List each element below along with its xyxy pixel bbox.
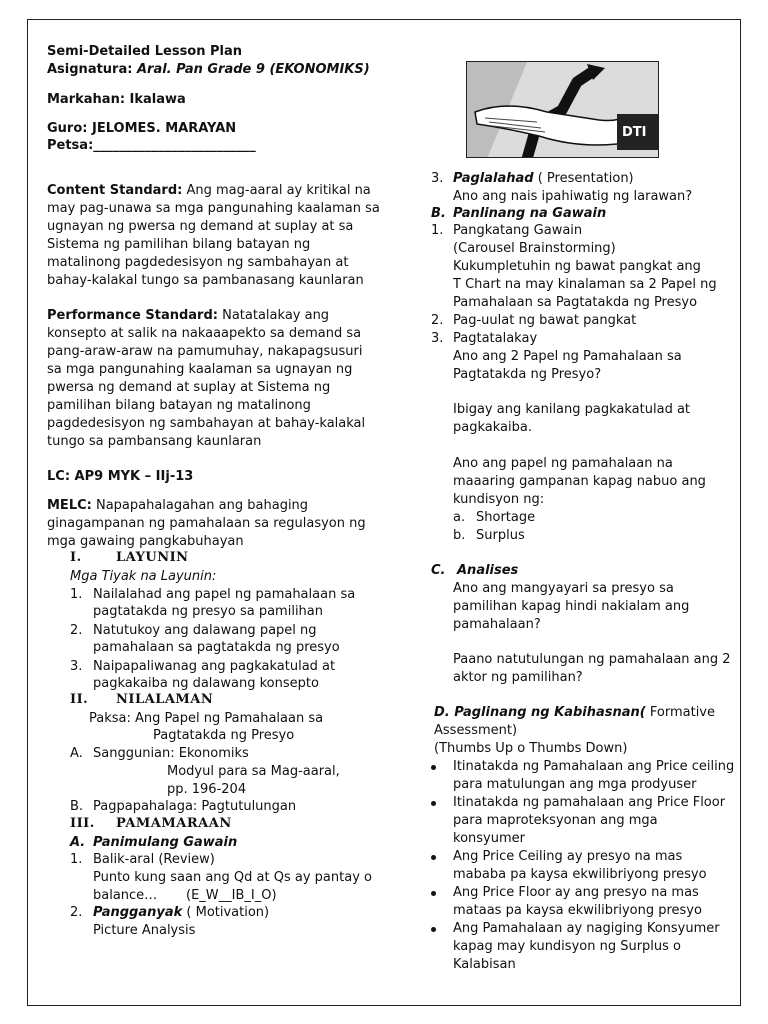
review-question-line-2: balance… [93,888,158,903]
formative-assessment-heading: D. Paglinang ng Kabihasnan( Formative [434,705,715,720]
motivation-detail: Picture Analysis [93,923,196,938]
performance-standard-label: Performance Standard: [47,308,218,323]
objective-1-line-1: Nailalahad ang papel ng pamahalaan sa [93,587,356,602]
section-3-number: III. [70,816,95,831]
presentation-number: 3. [431,171,444,186]
statement-2-line-2: para maproteksyonan ang mga [453,813,658,828]
discussion-question-3-line-2: maaaring gampanan kapag nabuo ang [453,474,706,489]
preliminary-activities-heading: Panimulang Gawain [93,835,238,850]
presentation-heading: Paglalahad ( Presentation) [453,171,634,186]
bullet-icon [431,855,436,860]
reference-line-1: Sanggunian: Ekonomiks [93,746,249,761]
melc-line-1: MELC: Napapahalagahan ang bahaging [47,498,309,513]
objective-2-line-1: Natutukoy ang dalawang papel ng [93,623,317,638]
analysis-heading: Analises [457,563,519,578]
statement-4-line-1: Ang Price Floor ay ang presyo na mas [453,885,699,900]
objective-1-line-2: pagtatakda ng presyo sa pamilihan [93,604,323,619]
thumbs-instruction: (Thumbs Up o Thumbs Down) [434,741,628,756]
melc-line-3: mga gawaing pangkabuhayan [47,534,244,549]
dti-badge: DTI [622,125,647,140]
formative-assessment-line-2: Assessment) [434,723,518,738]
melc-line-2: ginagampanan ng pamahalaan sa regulasyon ng [47,516,366,531]
subject-line [47,61,370,79]
statement-4-line-2: mataas pa kaysa ekwilibriyong presyo [453,903,702,918]
subject-label: Asignatura: [47,62,137,77]
melc-label: MELC: [47,498,92,513]
content-standard-label: Content Standard: [47,183,183,198]
review-heading: Balik-aral (Review) [93,852,215,867]
motivation-number: 2. [70,905,83,920]
option-b-letter: b. [453,528,466,543]
group-activity-line-4: T Chart na may kinalaman sa 2 Papel ng [453,277,717,292]
topic-line-2: Pagtatakda ng Presyo [153,728,295,743]
content-standard-line-4: Sistema ng pamilihan bilang batayan ng [47,237,311,252]
values-focus: Pagpapahalaga: Pagtutulungan [93,799,297,814]
quarter: Markahan: Ikalawa [47,92,186,107]
content-standard-line-1: Content Standard: Ang mag-aaral ay kritikal na [47,183,371,198]
reference-number: A. [70,746,83,761]
performance-standard-line-3: pang-araw-araw na pamumuhay, nakapagsusuri [47,344,363,359]
subject-value: Aral. Pan Grade 9 (EKONOMIKS) [136,62,370,77]
bullet-icon [431,801,436,806]
review-answer-blank: (E_W__IB_I_O) [186,888,277,903]
bullet-icon [431,891,436,896]
performance-standard-line-4: sa mga pangunahing kaalaman sa ugnayan ng [47,362,353,377]
values-number: B. [70,799,84,814]
performance-standard-line-2: konsepto at salik na nakaaapekto sa demand sa [47,326,362,341]
bullet-icon [431,765,436,770]
section-3-title: PAMAMARAAN [116,816,232,831]
option-b-surplus: Surplus [476,528,525,543]
motivation-heading: Pangganyak ( Motivation) [93,905,270,920]
discussion-question-2-line-2: pagkakaiba. [453,420,532,435]
statement-5-line-1: Ang Pamahalaan ay nagiging Konsyumer [453,921,720,936]
statement-3-line-1: Ang Price Ceiling ay presyo na mas [453,849,683,864]
objective-3-line-1: Naipapaliwanag ang pagkakatulad at [93,659,336,674]
date-line: Petsa:_________________________ [47,138,256,153]
statement-3-line-2: mababa pa kaysa ekwilibriyong presyo [453,867,707,882]
analysis-question-1-line-2: pamilihan kapag hindi nakialam ang [453,599,690,614]
discussion-question-1-line-1: Ano ang 2 Papel ng Pamahalaan sa [453,349,682,364]
objective-3-number: 3. [70,659,83,674]
learning-competency-code: LC: AP9 MYK – IIj-13 [47,469,194,484]
objective-3-line-2: pagkakaiba ng dalawang konsepto [93,676,319,691]
statement-5-line-2: kapag may kundisyon ng Surplus o [453,939,682,954]
discussion-question-3-line-1: Ano ang papel ng pamahalaan na [453,456,673,471]
content-standard-line-3: ugnayan ng pwersa ng demand at suplay at sa [47,219,354,234]
reference-line-2: Modyul para sa Mag-aaral, [167,764,340,779]
analysis-question-2-line-1: Paano natutulungan ng pamahalaan ang 2 [453,652,731,667]
analysis-number: C. [431,563,446,578]
analysis-question-1-line-3: pamahalaan? [453,617,541,632]
section-2-number: II. [70,692,89,707]
review-number: 1. [70,852,83,867]
option-a-letter: a. [453,510,466,525]
illustration-graphic [467,62,659,158]
reporting-step: Pag-uulat ng bawat pangkat [453,313,637,328]
content-standard-line-2: may pag-unawa sa mga pangunahing kaalaman sa [47,201,380,216]
objective-1-number: 1. [70,587,83,602]
analysis-question-2-line-2: aktor ng pamilihan? [453,670,583,685]
performance-standard-line-5: pwersa ng demand at suplay at Sistema ng [47,380,331,395]
review-question-line-1: Punto kung saan ang Qd at Qs ay pantay o [93,870,372,885]
group-activity-line-2: (Carousel Brainstorming) [453,241,616,256]
content-standard-line-6: bahay-kalakal tungo sa pambanasang kaunlaran [47,273,364,288]
performance-standard-line-6: pamilihan bilang batayan ng matalinong [47,398,311,413]
preliminary-number: A. [70,835,86,850]
statement-5-line-3: Kalabisan [453,957,516,972]
section-1-title: LAYUNIN [116,550,189,565]
discussion-number: 3. [431,331,444,346]
developmental-activities-heading: Panlinang na Gawain [453,206,607,221]
statement-1-line-1: Itinatakda ng Pamahalaan ang Price ceiling [453,759,735,774]
performance-standard-line-7: pagdedesisyon ng sambahayan at bahay-kalakal [47,416,366,431]
discussion-heading: Pagtatalakay [453,331,538,346]
group-activity-line-3: Kukumpletuhin ng bawat pangkat ang [453,259,701,274]
analysis-question-1-line-1: Ano ang mangyayari sa presyo sa [453,581,674,596]
discussion-question-3-line-3: kundisyon ng: [453,492,545,507]
reference-line-3: pp. 196-204 [167,782,247,797]
section-2-title: NILALAMAN [116,692,214,707]
teacher: Guro: JELOMES. MARAYAN [47,121,237,136]
presentation-question: Ano ang nais ipahiwatig ng larawan? [453,189,693,204]
objective-2-number: 2. [70,623,83,638]
statement-2-line-1: Itinatakda ng pamahalaan ang Price Floor [453,795,726,810]
performance-standard-line-8: tungo sa pambansang kaunlaran [47,434,262,449]
group-activity-line-5: Pamahalaan sa Pagtatakda ng Presyo [453,295,698,310]
option-a-shortage: Shortage [476,510,536,525]
section-1-number: I. [70,550,82,565]
lesson-plan-title: Semi-Detailed Lesson Plan [47,44,243,59]
specific-objectives-heading: Mga Tiyak na Layunin: [70,569,217,584]
topic-line-1: Paksa: Ang Papel ng Pamahalaan sa [89,711,324,726]
developmental-number: B. [431,206,446,221]
bullet-icon [431,927,436,932]
group-activity-line-1: Pangkatang Gawain [453,223,583,238]
objective-2-line-2: pamahalaan sa pagtatakda ng presyo [93,640,340,655]
discussion-question-1-line-2: Pagtatakda ng Presyo? [453,367,602,382]
content-standard-line-5: matalinong pagdedesisyon ng sambahayan at [47,255,349,270]
reporting-number: 2. [431,313,444,328]
performance-standard-line-1: Performance Standard: Natatalakay ang [47,308,330,323]
group-activity-number: 1. [431,223,444,238]
statement-2-line-3: konsyumer [453,831,525,846]
discussion-question-2-line-1: Ibigay ang kanilang pagkakatulad at [453,402,691,417]
statement-1-line-2: para matulungan ang mga prodyuser [453,777,697,792]
hand-supporting-rising-arrow-illustration [466,61,659,158]
